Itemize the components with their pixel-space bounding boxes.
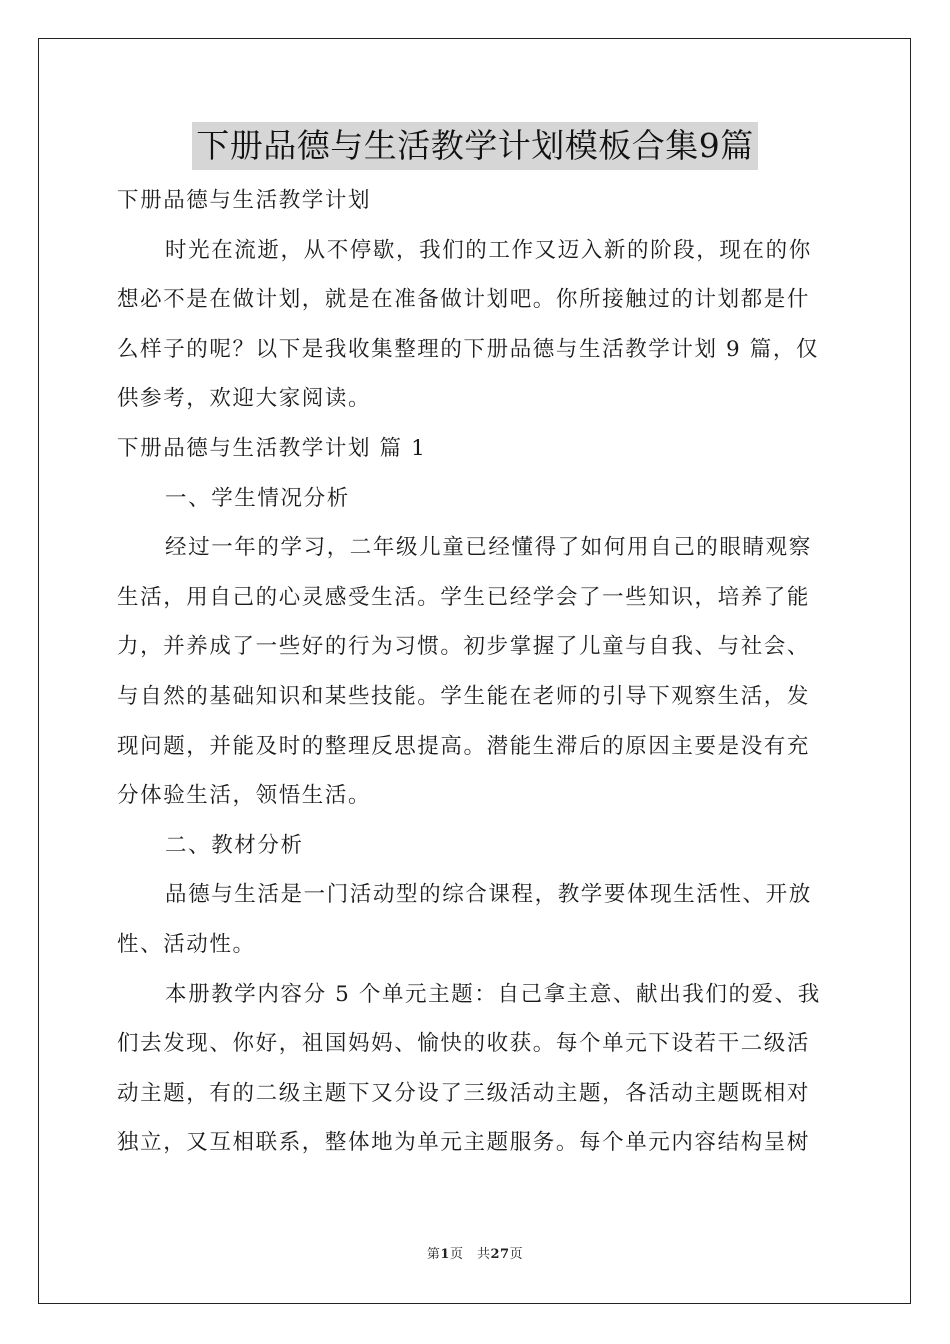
text-line: 生活，用自己的心灵感受生活。学生已经学会了一些知识，培养了能 xyxy=(117,584,811,610)
footer-total-pages: 27 xyxy=(490,1247,510,1262)
text-line: 独立，又互相联系，整体地为单元主题服务。每个单元内容结构呈树 xyxy=(117,1130,811,1156)
text-line: 品德与生活是一门活动型的综合课程，教学要体现生活性、开放 xyxy=(165,882,812,908)
text-line: 力，并养成了一些好的行为习惯。初步掌握了儿童与自我、与社会、 xyxy=(117,634,811,660)
text-line: 二、教材分析 xyxy=(165,832,304,858)
text-line: 性、活动性。 xyxy=(117,931,256,957)
text-line: 下册品德与生活教学计划 xyxy=(117,188,372,213)
document-title: 下册品德与生活教学计划模板合集9篇 xyxy=(192,122,758,170)
footer-mid: 页 共 xyxy=(449,1247,491,1262)
footer-current-page: 1 xyxy=(440,1247,450,1262)
footer-prefix: 第 xyxy=(426,1247,441,1262)
text-line: 想必不是在做计划，就是在准备做计划吧。你所接触过的计划都是什 xyxy=(117,287,811,313)
text-line: 本册教学内容分 5 个单元主题：自己拿主意、献出我们的爱、我 xyxy=(165,981,821,1007)
page-footer xyxy=(0,1243,950,1262)
title-container xyxy=(0,122,950,170)
text-line: 分体验生活，领悟生活。 xyxy=(117,783,372,809)
text-line: 么样子的呢？以下是我收集整理的下册品德与生活教学计划 9 篇，仅 xyxy=(117,336,820,362)
text-line: 动主题，有的二级主题下又分设了三级活动主题，各活动主题既相对 xyxy=(117,1080,811,1106)
text-line: 现问题，并能及时的整理反思提高。潜能生滞后的原因主要是没有充 xyxy=(117,733,811,759)
text-line: 下册品德与生活教学计划 篇 1 xyxy=(117,435,427,461)
text-line: 们去发现、你好，祖国妈妈、愉快的收获。每个单元下设若干二级活 xyxy=(117,1031,811,1057)
text-line: 与自然的基础知识和某些技能。学生能在老师的引导下观察生活，发 xyxy=(117,683,811,709)
text-line: 经过一年的学习，二年级儿童已经懂得了如何用自己的眼睛观察 xyxy=(165,535,812,561)
footer-suffix: 页 xyxy=(509,1247,524,1262)
text-line: 供参考，欢迎大家阅读。 xyxy=(117,386,372,412)
document-body xyxy=(117,176,833,1168)
text-line: 时光在流逝，从不停歇，我们的工作又迈入新的阶段，现在的你 xyxy=(165,237,812,263)
text-line: 一、学生情况分析 xyxy=(165,485,350,511)
